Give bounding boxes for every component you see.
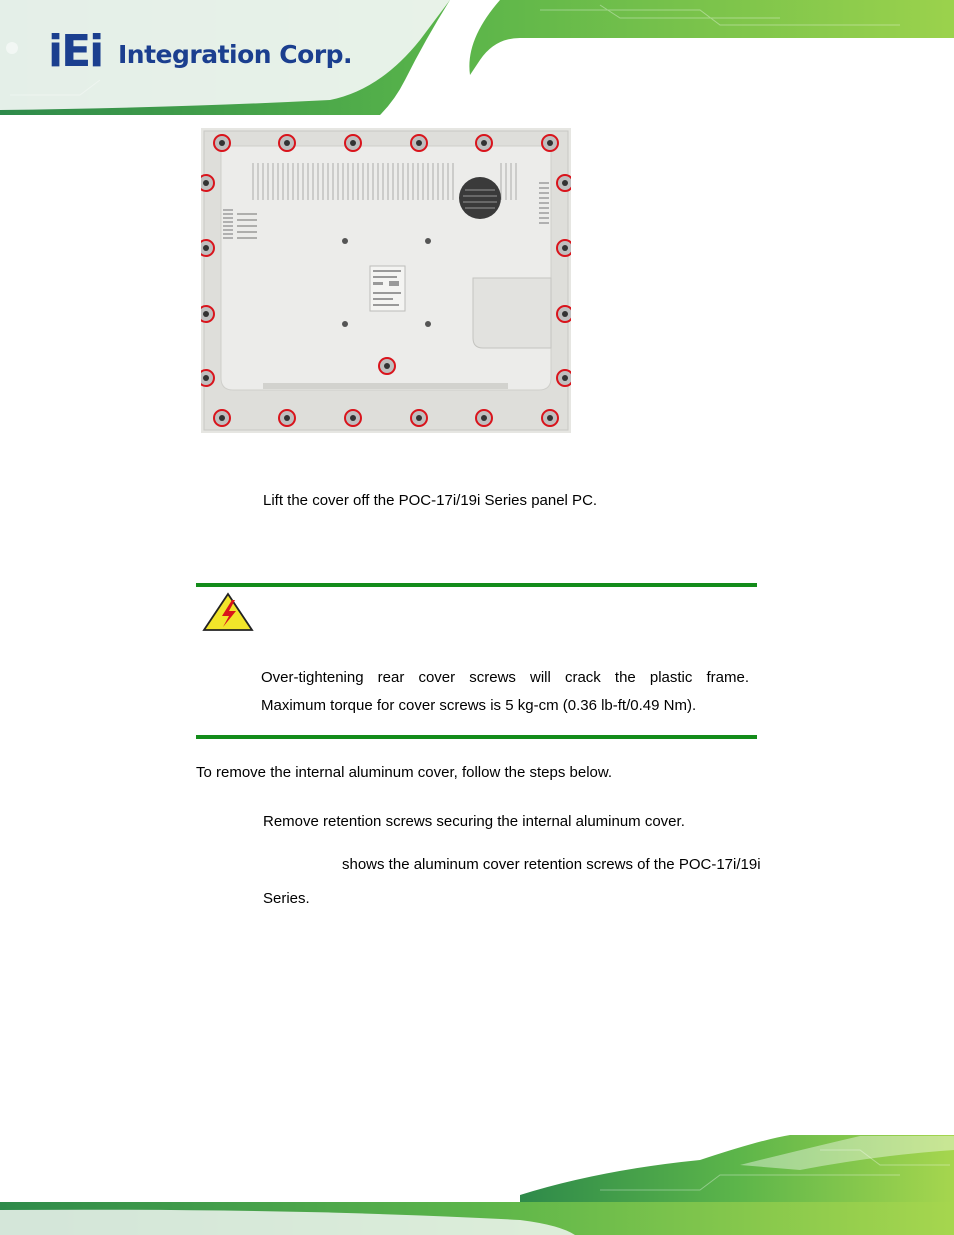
figure-reference-line-2: Series. <box>263 890 310 907</box>
footer-banner <box>0 1130 954 1235</box>
iei-logo <box>48 28 102 76</box>
intro-paragraph: To remove the internal aluminum cover, follow the steps below. <box>196 764 613 781</box>
logo-mark: iEi <box>48 26 103 77</box>
rear-cover-screws-figure <box>201 128 571 433</box>
figure-reference-line-1: shows the aluminum cover retention screws of the POC-17i/19i <box>342 856 761 873</box>
logo-wordmark: Integration Corp. <box>118 40 353 69</box>
warning-top-rule <box>196 583 757 587</box>
warning-line-1: Over-tightening rear cover screws will crack the plastic frame. <box>261 669 749 686</box>
warning-line-2: Maximum torque for cover screws is 5 kg-cm (0.36 lb-ft/0.49 Nm). <box>261 697 697 714</box>
warning-text <box>261 664 749 720</box>
warning-lightning-icon <box>202 592 254 632</box>
step-lift-cover: Lift the cover off the POC-17i/19i Series panel PC. <box>263 492 598 509</box>
warning-bottom-rule <box>196 735 757 739</box>
step-remove-screws: Remove retention screws securing the internal aluminum cover. <box>263 813 685 830</box>
